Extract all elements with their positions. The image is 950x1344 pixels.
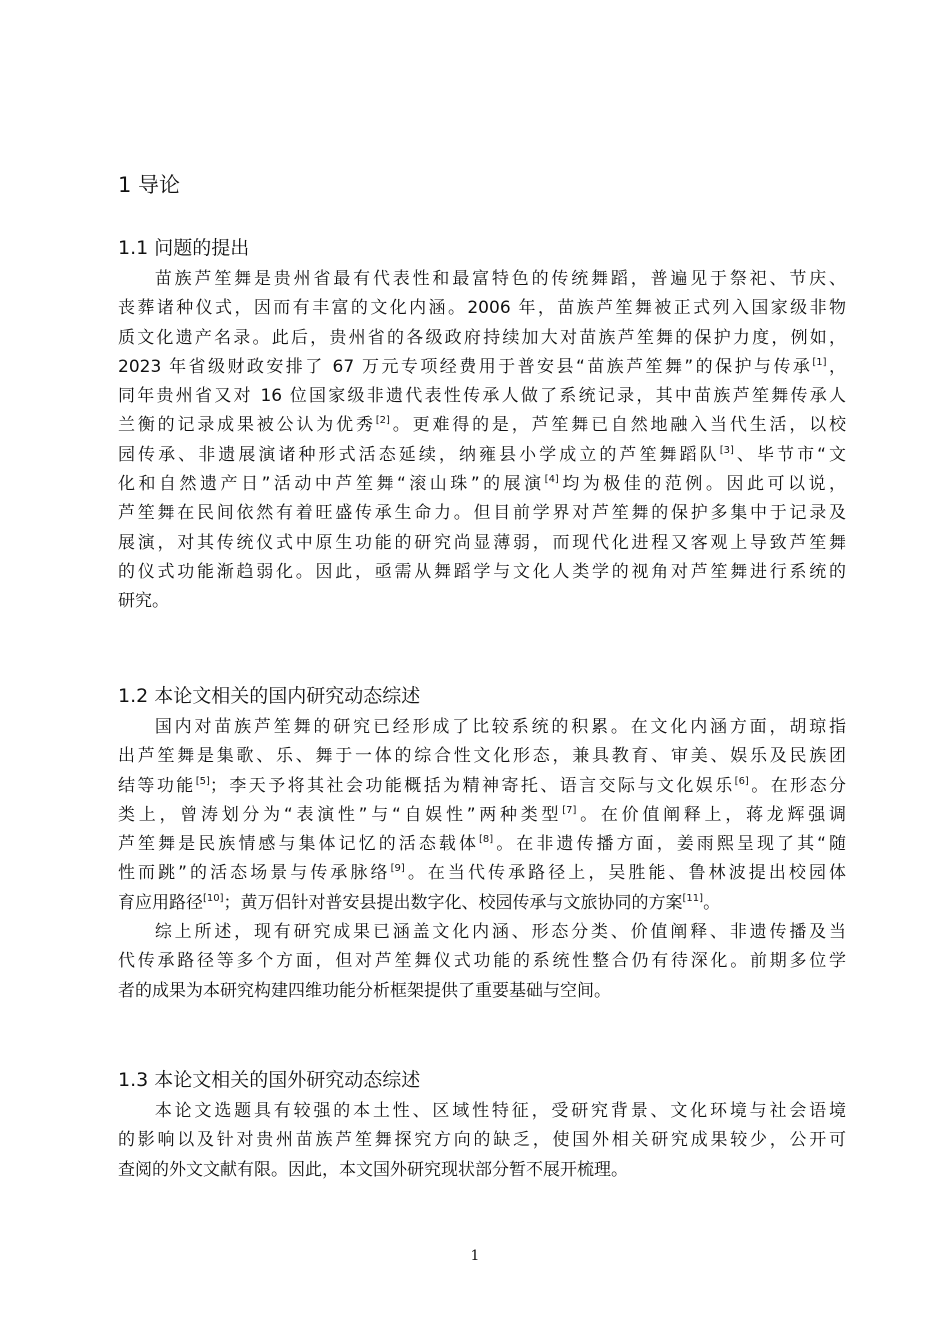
text-segment: 。 [703, 892, 721, 913]
text-segment: 本论文选题具有较强的本土性、区域性特征，受研究背景、文化环境与社会语境 [152, 1101, 846, 1121]
text-line [118, 1156, 846, 1185]
text-segment: 丧葬诸种仪式，因而有丰富的文化内涵。2006 年，苗族芦笙舞被正式列入国家级非物 [118, 298, 846, 319]
text-line [118, 742, 846, 771]
citation-marker: [5] [195, 775, 210, 787]
citation-marker: [10] [203, 892, 224, 904]
text-segment: 、毕节市“文 [733, 444, 847, 465]
section-1-3-body [118, 1097, 846, 1185]
text-segment: 苗族芦笙舞是贵州省最有代表性和最富特色的传统舞蹈，普遍见于祭祀、节庆、 [152, 269, 846, 289]
section-1-1-body [118, 265, 846, 617]
text-line [118, 918, 846, 947]
citation-marker: [8] [479, 834, 494, 846]
text-line [118, 294, 846, 323]
text-segment: 芦笙舞在民间依然有着旺盛传承生命力。但目前学界对芦笙舞的保护多集中于记录及 [118, 503, 846, 524]
citation-marker: [7] [562, 804, 577, 816]
citation-marker: [11] [682, 892, 704, 904]
text-line [118, 353, 846, 382]
text-segment: 的仪式功能渐趋弱化。因此，亟需从舞蹈学与文化人类学的视角对芦笙舞进行系统的 [118, 561, 846, 582]
citation-marker: [9] [390, 863, 405, 875]
text-segment: 。在价值阐释上，蒋龙辉强调 [576, 804, 846, 825]
text-segment: 综上所述，现有研究成果已涵盖文化内涵、形态分类、价值阐释、非遗传播及当 [152, 922, 846, 943]
text-segment: 育应用路径 [118, 892, 203, 913]
text-segment: 出芦笙舞是集歌、乐、舞于一体的综合性文化形态，兼具教育、审美、娱乐及民族团 [118, 746, 846, 767]
citation-marker: [1] [812, 356, 827, 368]
text-line [118, 324, 846, 353]
section-title-1-2: 1.2 本论文相关的国内研究动态综述 [118, 685, 421, 707]
text-segment: 质文化遗产名录。此后，贵州省的各级政府持续加大对苗族芦笙舞的保护力度，例如， [118, 327, 846, 348]
text-line [118, 801, 846, 830]
text-line [118, 1097, 846, 1126]
citation-marker: [3] [719, 444, 734, 456]
text-segment: 。在非遗传播方面，姜雨熙呈现了其“随 [493, 834, 847, 855]
text-segment: 性而跳”的活态场景与传承脉络 [118, 863, 391, 884]
text-line [118, 558, 846, 587]
text-line [118, 947, 846, 976]
page-number: 1 [470, 1248, 480, 1264]
citation-marker: [4] [544, 474, 559, 486]
text-line [118, 1126, 846, 1155]
text-segment: 代传承路径等多个方面，但对芦笙舞仪式功能的系统性整合仍有待深化。前期多位学 [118, 951, 846, 972]
text-segment: 者的成果为本研究构建四维功能分析框架提供了重要基础与空间。 [118, 980, 611, 1001]
text-segment: 的影响以及针对贵州苗族芦笙舞探究方向的缺乏，使国外相关研究成果较少，公开可 [118, 1130, 846, 1151]
text-segment: 均为极佳的范例。因此可以说， [558, 474, 847, 495]
text-segment: ， [826, 356, 846, 377]
text-segment: 。在当代传承路径上，吴胜能、鲁林波提出校园体 [404, 863, 846, 884]
text-segment: 2023 年省级财政安排了 67 万元专项经费用于普安县“苗族芦笙舞”的保护与传承 [118, 356, 813, 377]
text-segment: 国内对苗族芦笙舞的研究已经形成了比较系统的积累。在文化内涵方面，胡琼指 [152, 717, 846, 737]
text-segment: 化和自然遗产日”活动中芦笙舞“滚山珠”的展演 [118, 474, 545, 495]
text-line [118, 713, 846, 742]
text-segment: 。更难得的是，芦笙舞已自然地融入当代生活，以校 [389, 415, 847, 436]
text-line [118, 265, 846, 294]
text-segment: 同年贵州省又对 16 位国家级非遗代表性传承人做了系统记录，其中苗族芦笙舞传承人 [118, 386, 846, 407]
text-line [118, 889, 846, 918]
text-line [118, 411, 846, 440]
text-segment: 。在形态分 [748, 775, 847, 796]
text-segment: 园传承、非遗展演诸种形式活态延续，纳雍县小学成立的芦笙舞蹈队 [118, 444, 720, 465]
section-title-1-1: 1.1 问题的提出 [118, 237, 250, 259]
chapter-heading: 1 导论 [118, 173, 181, 197]
text-segment: 芦笙舞是民族情感与集体记忆的活态载体 [118, 834, 480, 855]
text-segment: 类上，曾涛划分为“表演性”与“自娱性”两种类型 [118, 804, 563, 825]
text-line [118, 772, 846, 801]
text-segment: ；李天予将其社会功能概括为精神寄托、语言交际与文化娱乐 [209, 775, 735, 796]
text-line [118, 499, 846, 528]
section-title-1-3: 1.3 本论文相关的国外研究动态综述 [118, 1069, 421, 1091]
text-line [118, 859, 846, 888]
text-segment: 兰衡的记录成果被公认为优秀 [118, 415, 376, 436]
text-line [118, 470, 846, 499]
text-line [118, 441, 846, 470]
text-segment: 结等功能 [118, 775, 196, 796]
citation-marker: [2] [375, 415, 390, 427]
citation-marker: [6] [734, 775, 749, 787]
text-line [118, 830, 846, 859]
section-1-2-body [118, 713, 846, 1006]
text-line [118, 529, 846, 558]
text-segment: ；黄万侣针对普安县提出数字化、校园传承与文旅协同的方案 [223, 892, 683, 913]
text-line [118, 382, 846, 411]
text-segment: 研究。 [118, 591, 169, 612]
text-segment: 查阅的外文文献有限。因此，本文国外研究现状部分暂不展开梳理。 [118, 1159, 628, 1180]
text-line [118, 587, 846, 616]
text-line [118, 977, 846, 1006]
text-segment: 展演，对其传统仪式中原生功能的研究尚显薄弱，而现代化进程又客观上导致芦笙舞 [118, 532, 846, 553]
